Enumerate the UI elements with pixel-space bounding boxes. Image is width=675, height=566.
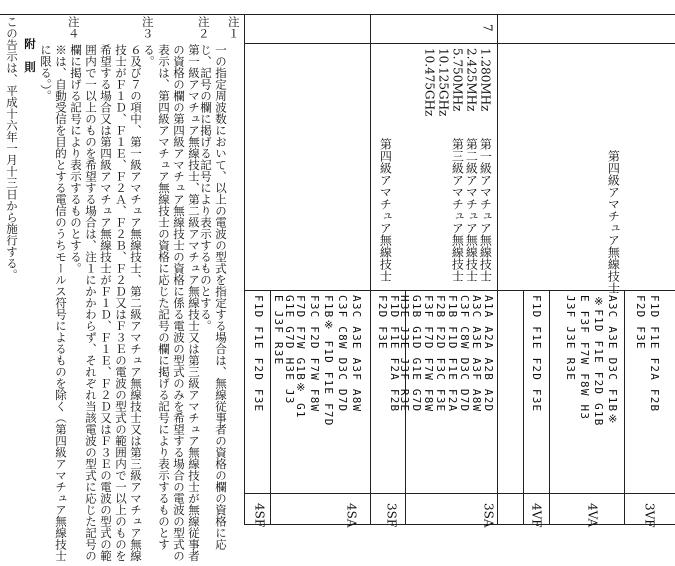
note-4-text: ※は、自動受信を目的とする電信のうちモールス符号によるものを除く（第四級アマチュア無線技士に限る。）。 [39,44,68,562]
classification-4sa: 4SA [344,503,359,528]
row-divider-e [270,290,271,524]
codes-row-b-4: J3F J3E R3E [564,295,578,382]
class-label-fourth-bottom: 第四級アマチュア無線技士 [378,138,393,282]
row-number: 7 [480,24,495,32]
classification-4sf: 4SF [252,503,267,528]
table-top-rule [0,14,675,15]
note-2-text: 第一級アマチュア無線技士、第二級アマチュア無線技士又は第三級アマチュア無線技士が無線従事者の資格の欄の第四級アマチュア無線技士の資格に係る電波の型式のみを希望する場合の電波の型式の表示は、第四級アマチュア無線技士の資格に応じた記号の欄に掲げる記号により表示するものとする。 [142,44,201,562]
row-divider-c [523,290,524,524]
table-left-border [244,14,245,524]
section-divider-2 [370,14,371,524]
codes-row-d-7: G1B G1D G1E G7D [410,295,424,413]
classification-3sf: 3SF [384,503,399,528]
codes-row-f-1: A3C A3E A3F A8W [350,295,364,413]
codes-row-d-2: A3C A3E A3F A8W [470,295,484,413]
codes-row-d-8: H3E J3E J3F R3E [398,295,412,413]
codes-row-b-1: A3C A3E D3C F1B※ [606,295,620,427]
note-3-text: ６及び７の項中、第一級アマチュア無線技士、第二級アマチュア無線技士又は第三級アマチュア無線技士がＦ１Ｄ、Ｆ１Ｅ、Ｆ２Ａ、Ｆ２Ｂ、Ｆ２Ｄ又はＦ３Ｅの電波の型式の範囲内で一以上のものを希望する場合又は第四級アマチュア無線技士がＦ１Ｄ、Ｆ１Ｅ、Ｆ２Ｄ又はＦ３Ｅの電波の型式の範囲内で一以上のものを希望する場合は、注１にかかわらず、それぞれ当該電波の型式に応じた記号の欄に掲げる記号により表示するものとする。 [69,44,143,562]
codes-row-e-2: F2D F3E [376,295,390,350]
codes-row-f-6: G1E G7D H3E J3 [283,295,297,405]
note-1-text: 一の指定周波数において、以上の電波の型式を指定する場合は、無線従事者の資格の欄の資格に応じ、記号の欄に掲げる記号により表示するものとする。 [199,44,228,550]
codes-row-d-1: A1A A2A A2B A2D [482,295,496,413]
codes-row-f-3: F1B※ F1D F1E F7D [322,295,336,427]
codes-row-c-1: F1D F1E F2D F3E [530,295,544,413]
classification-4vf: 4VF [529,503,544,528]
codes-row-g-1: F1D F1E F2D F3E [252,295,266,413]
codes-row-f-2: C3F C8W D3C D7D [336,295,350,413]
supplementary-heading: 附 則 [23,38,37,73]
class-label-first: 第一級アマチュア無線技士 [478,138,493,282]
row-divider-a [624,290,625,524]
row-divider-b [549,290,550,524]
codes-row-f-5: F7D F7W G1B※ G1 [294,295,308,419]
frequency-1: 1.280MHz [478,48,493,112]
codes-row-f-4: F3C F2D F7W F8W [308,295,322,413]
class-label-fourth-top: 第四級アマチュア無線技士 [606,150,621,294]
header-divider [244,43,675,44]
frequency-4: 10.125GHz [436,48,451,117]
codes-row-b-3: E F3F F7W F8W H3 [578,295,592,421]
frequency-3: 5.750MHz [450,48,465,112]
codes-row-d-5: F2B F2D F3C F3E [434,295,448,413]
codes-row-a-2: F2D F3E [634,295,648,350]
codes-row-e-1: F1D F1E F2A F2B [388,295,402,413]
codes-row-d-3: C3F C8W D3C D7D [458,295,472,413]
codes-row-f-7: E J3F R3E [272,295,286,366]
note-3-label: 注３ [140,16,155,39]
class-label-second: 第二級アマチュア無線技士 [464,138,479,282]
class-label-third: 第三級アマチュア無線技士 [450,138,465,282]
classification-3vf: 3VF [642,503,657,528]
codes-row-d-6: F3F F7D F7W F8W [422,295,436,413]
codes-row-d-4: F1B F1D F1E F2A [446,295,460,413]
classification-column-divider [244,493,675,494]
classification-3sa: 3SA [481,503,496,528]
section-divider-1 [497,14,498,524]
classification-4va: 4VA [585,503,600,528]
frequency-5: 10.475GHz [422,48,437,117]
note-4-label: 注４ [66,16,81,39]
frequency-2: 2.425MHz [464,48,479,112]
note-1-label: 注１ [226,16,241,39]
table-bottom-rule [244,524,675,525]
codes-row-a-1: F1D F1E F2A F2B [648,295,662,413]
codes-row-b-2: ※F1D F1E F2D G1B [592,295,606,427]
note-2-label: 注２ [196,16,211,39]
supplementary-text: この告示は、平成十六年一月十三日から施行する。 [5,16,19,281]
